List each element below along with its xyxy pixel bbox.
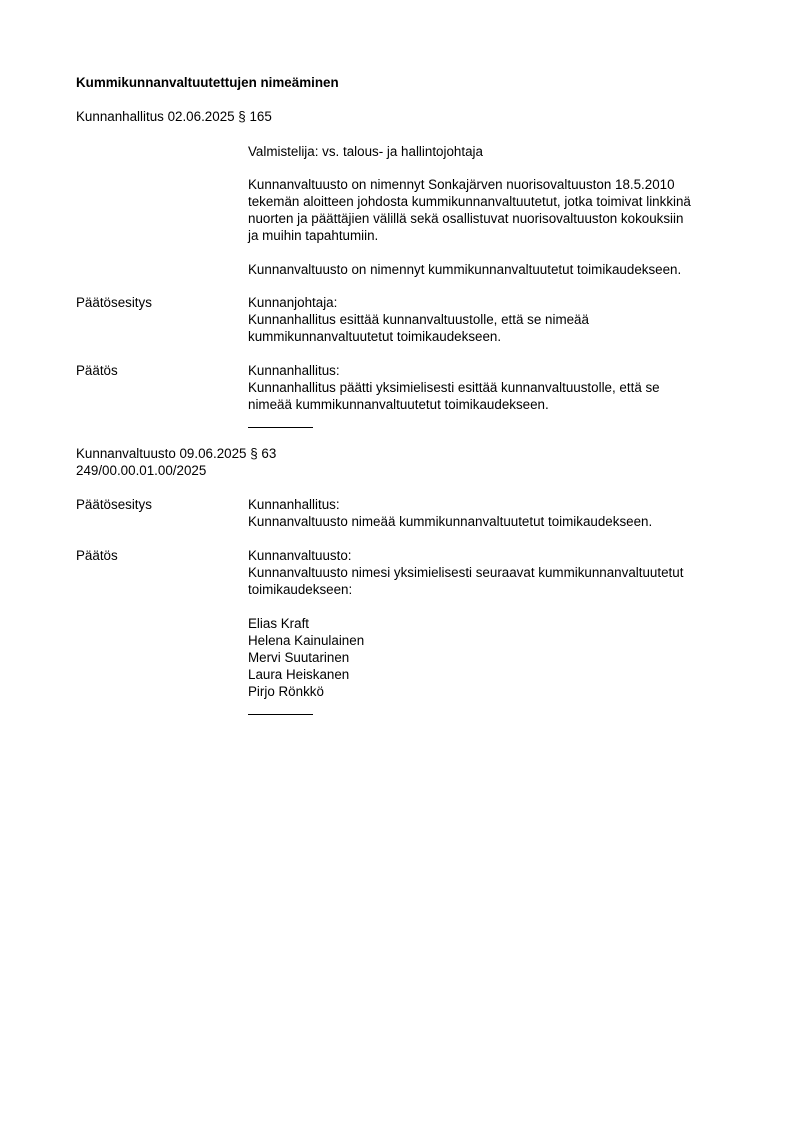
background-line: ja muihin tapahtumiin.	[248, 228, 379, 243]
board-proposal-by: Kunnanjohtaja:	[248, 295, 338, 310]
background-line: nuorten ja päättäjien välillä sekä osallistuvat nuorisovaltuuston kokouksiin	[248, 211, 684, 226]
council-proposal-label: Päätösesitys	[76, 497, 152, 512]
appointee-name: Laura Heiskanen	[248, 667, 350, 682]
board-proposal-line: kummikunnanvaltuutetut toimikaudekseen.	[248, 329, 502, 344]
background-paragraph-2: Kunnanvaltuusto on nimennyt kummikunnanvaltuutetut toimikaudekseen.	[248, 262, 682, 277]
section-divider	[248, 427, 313, 428]
council-meeting-heading: Kunnanvaltuusto 09.06.2025 § 63	[76, 446, 277, 461]
board-decision-by: Kunnanhallitus:	[248, 363, 340, 378]
background-line: tekemän aloitteen johdosta kummikunnanvaltuutetut, jotka toimivat linkkinä	[248, 194, 691, 209]
council-decision-line: Kunnanvaltuusto nimesi yksimielisesti seuraavat kummikunnanvaltuutetut	[248, 565, 684, 580]
background-line: Kunnanvaltuusto on nimennyt Sonkajärven nuorisovaltuuston 18.5.2010	[248, 177, 675, 192]
document-title: Kummikunnanvaltuutettujen nimeäminen	[76, 75, 339, 90]
board-proposal-label: Päätösesitys	[76, 295, 152, 310]
preparer-line: Valmistelija: vs. talous- ja hallintojohtaja	[248, 144, 483, 159]
council-decision-line: toimikaudekseen:	[248, 582, 353, 597]
end-divider	[248, 714, 313, 715]
board-decision-line: nimeää kummikunnanvaltuutetut toimikaudekseen.	[248, 397, 549, 412]
board-decision-label: Päätös	[76, 363, 118, 378]
council-decision-label: Päätös	[76, 548, 118, 563]
board-meeting-heading: Kunnanhallitus 02.06.2025 § 165	[76, 109, 272, 124]
appointee-name: Helena Kainulainen	[248, 633, 365, 648]
board-proposal-line: Kunnanhallitus esittää kunnanvaltuustolle, että se nimeää	[248, 312, 589, 327]
council-proposal-by: Kunnanhallitus:	[248, 497, 340, 512]
council-decision-by: Kunnanvaltuusto:	[248, 548, 352, 563]
appointee-name: Mervi Suutarinen	[248, 650, 350, 665]
appointee-name: Elias Kraft	[248, 616, 310, 631]
case-reference: 249/00.00.01.00/2025	[76, 463, 207, 478]
board-decision-line: Kunnanhallitus päätti yksimielisesti esittää kunnanvaltuustolle, että se	[248, 380, 660, 395]
appointee-name: Pirjo Rönkkö	[248, 684, 324, 699]
council-proposal-text: Kunnanvaltuusto nimeää kummikunnanvaltuutetut toimikaudekseen.	[248, 514, 653, 529]
